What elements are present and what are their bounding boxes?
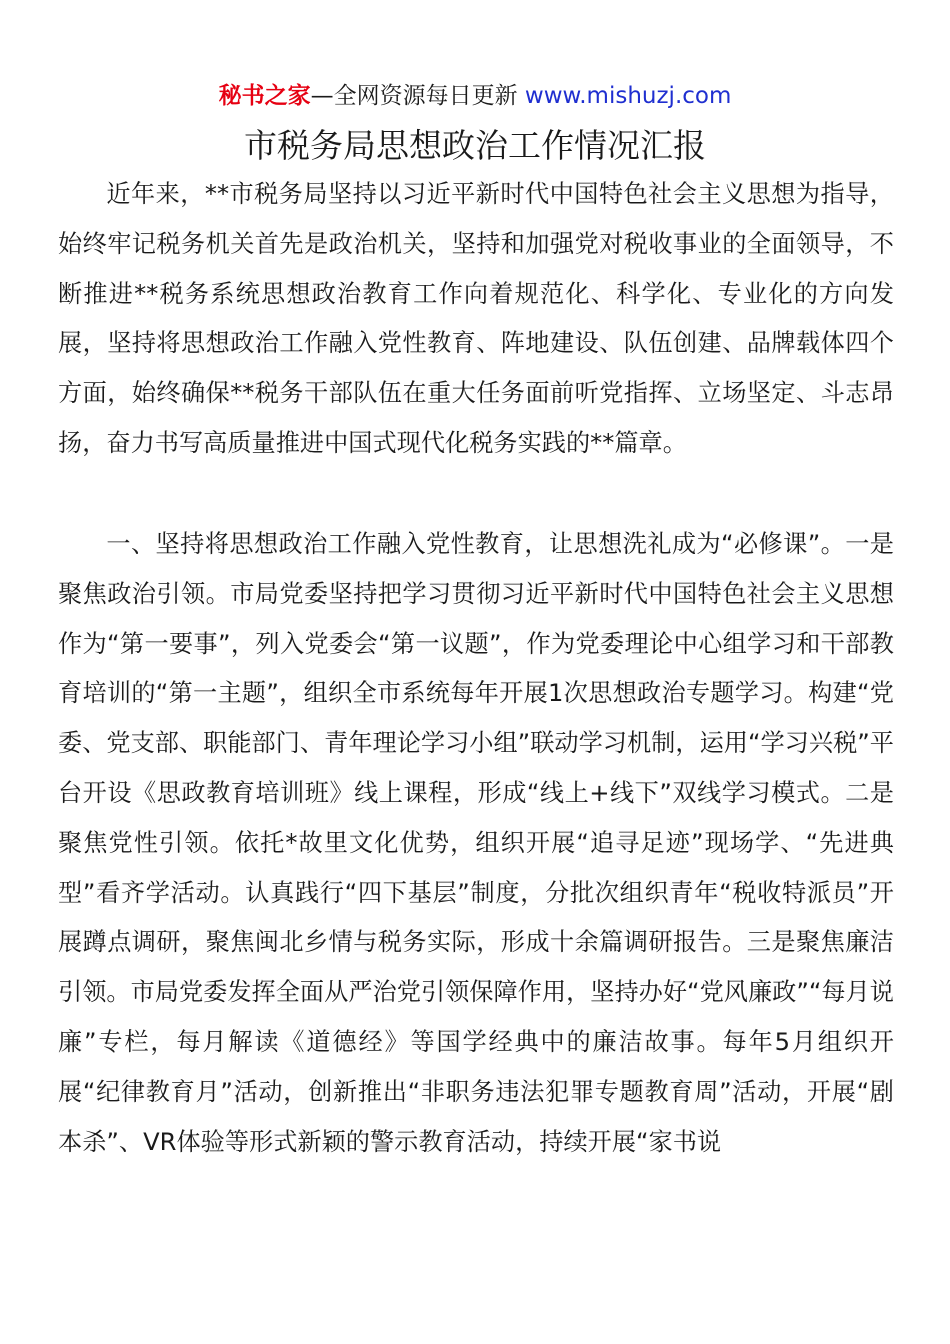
brand-name: 秘书之家: [218, 83, 311, 109]
banner-tagline: —全网资源每日更新: [310, 83, 525, 109]
site-banner: [0, 80, 950, 112]
document-title: 市税务局思想政治工作情况汇报: [244, 126, 706, 165]
site-url: www.mishuzj.com: [524, 83, 732, 109]
paragraph-intro: 近年来，**市税务局坚持以习近平新时代中国特色社会主义思想为指导，始终牢记税务机关首先是政治机关，坚持和加强党对税收事业的全面领导，不断推进**税务系统思想政治教育工作向着规范化、科学化、专业化的方向发展，坚持将思想政治工作融入党性教育、阵地建设、队伍创建、品牌载体四个方面，始终确保**税务干部队伍在重大任务面前听党指挥、立场坚定、斗志昂扬，奋力书写高质量推进中国式现代化税务实践的**篇章。: [58, 180, 894, 457]
paragraph-section-one: 一、坚持将思想政治工作融入党性教育，让思想洗礼成为“必修课”。一是聚焦政治引领。市局党委坚持把学习贯彻习近平新时代中国特色社会主义思想作为“第一要事”，列入党委会“第一议题”，作为党委理论中心组学习和干部教育培训的“第一主题”，组织全市系统每年开展1次思想政治专题学习。构建“党委、党支部、职能部门、青年理论学习小组”联动学习机制，运用“学习兴税”平台开设《思政教育培训班》线上课程，形成“线上+线下”双线学习模式。二是聚焦党性引领。依托*故里文化优势，组织开展“追寻足迹”现场学、“先进典型”看齐学活动。认真践行“四下基层”制度，分批次组织青年“税收特派员”开展蹲点调研，聚焦闽北乡情与税务实际，形成十余篇调研报告。三是聚焦廉洁引领。市局党委发挥全面从严治党引领保障作用，坚持办好“党风廉政”“每月说廉”专栏，每月解读《道德经》等国学经典中的廉洁故事。每年5月组织开展“纪律教育月”活动，创新推出“非职务违法犯罪专题教育周”活动，开展“剧本杀”、VR体验等形式新颖的警示教育活动，持续开展“家书说: [58, 530, 894, 1156]
